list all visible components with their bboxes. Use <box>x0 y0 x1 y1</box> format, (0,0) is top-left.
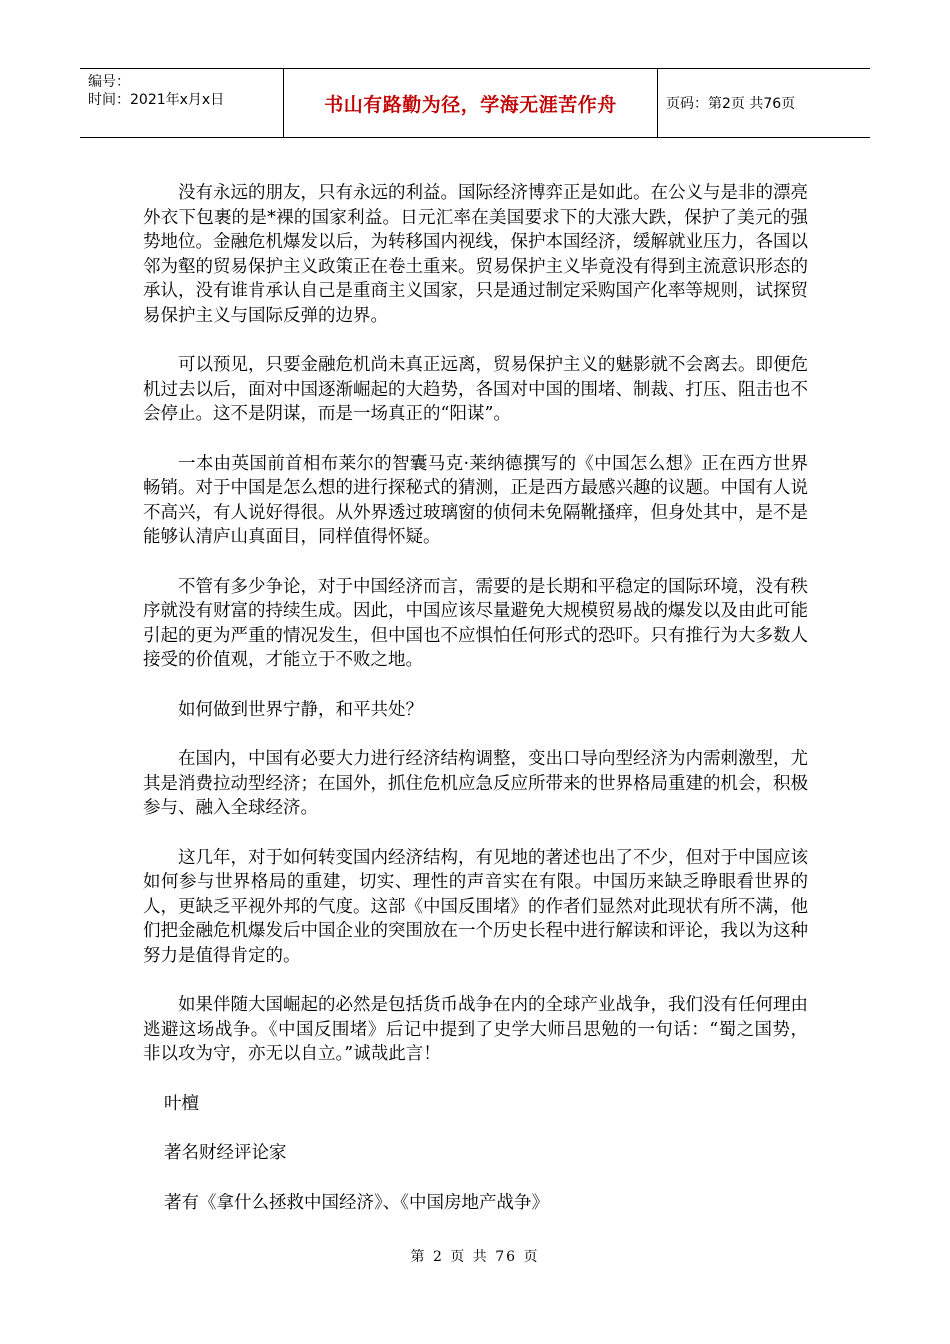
page-header <box>80 68 870 138</box>
author-title: 著名财经评论家 <box>164 1143 287 1163</box>
document-date: 时间：2021年x月x日 <box>88 92 225 108</box>
document-body <box>143 181 808 1240</box>
body-paragraph-3: 一本由英国前首相布莱尔的智囊马克·莱纳德撰写的《中国怎么想》正在西方世界畅销。对于中国是怎么想的进行探秘式的猜测，正是西方最感兴趣的议题。中国有人说不高兴，有人说好得很。从外界透过玻璃窗的侦伺未免隔靴搔痒，但身处其中，是不是能够认清庐山真面目，同样值得怀疑。 <box>143 453 808 547</box>
body-paragraph-2: 可以预见，只要金融危机尚未真正远离，贸易保护主义的魅影就不会离去。即便危机过去以后，面对中国逐渐崛起的大趋势，各国对中国的围堵、制裁、打压、阻击也不会停止。这不是阴谋，而是一场真正的“阳谋”。 <box>143 355 808 424</box>
body-paragraph-6: 在国内，中国有必要大力进行经济结构调整，变出口导向型经济为内需刺激型，尤其是消费拉动型经济；在国外，抓住危机应急反应所带来的世界格局重建的机会，积极参与、融入全球经济。 <box>143 749 808 818</box>
body-paragraph-5: 如何做到世界宁静，和平共处？ <box>178 699 423 720</box>
body-paragraph-4: 不管有多少争论，对于中国经济而言，需要的是长期和平稳定的国际环境，没有秩序就没有财富的持续生成。因此，中国应该尽量避免大规模贸易战的爆发以及由此可能引起的更为严重的情况发生，但中国也不应惧怕任何形式的恐吓。只有推行为大多数人接受的价值观，才能立于不败之地。 <box>143 576 808 670</box>
header-motto: 书山有路勤为径，学海无涯苦作舟 <box>284 69 658 137</box>
author-works: 著有《拿什么拯救中国经济》、《中国房地产战争》 <box>164 1192 549 1213</box>
header-meta <box>80 69 284 137</box>
document-number: 编号： <box>88 74 130 90</box>
body-paragraph-8: 如果伴随大国崛起的必然是包括货币战争在内的全球产业战争，我们没有任何理由逃避这场战争。《中国反围堵》后记中提到了史学大师吕思勉的一句话：“蜀之国势，非以攻为守，亦无以自立。”诚哉此言！ <box>143 995 808 1064</box>
body-paragraph-7: 这几年，对于如何转变国内经济结构，有见地的著述也出了不少，但对于中国应该如何参与世界格局的重建，切实、理性的声音实在有限。中国历来缺乏睁眼看世界的人，更缺乏平视外邦的气度。这部《中国反围堵》的作者们显然对此现状有所不满，他们把金融危机爆发后中国企业的突围放在一个历史长程中进行解读和评论，我以为这种努力是值得肯定的。 <box>143 847 808 966</box>
author-name: 叶檀 <box>164 1093 199 1114</box>
body-paragraph-1: 没有永远的朋友，只有永远的利益。国际经济博弈正是如此。在公义与是非的漂亮外衣下包裹的是*裸的国家利益。日元汇率在美国要求下的大涨大跌，保护了美元的强势地位。金融危机爆发以后，为转移国内视线，保护本国经济，缓解就业压力，各国以邻为壑的贸易保护主义政策正在卷土重来。贸易保护主义毕竟没有得到主流意识形态的承认，没有谁肯承认自己是重商主义国家，只是通过制定采购国产化率等规则，试探贸易保护主义与国际反弹的边界。 <box>143 183 808 326</box>
page-footer: 第 2 页 共 76 页 <box>410 1249 540 1265</box>
header-page-number: 页码：第2页 共76页 <box>666 96 796 112</box>
